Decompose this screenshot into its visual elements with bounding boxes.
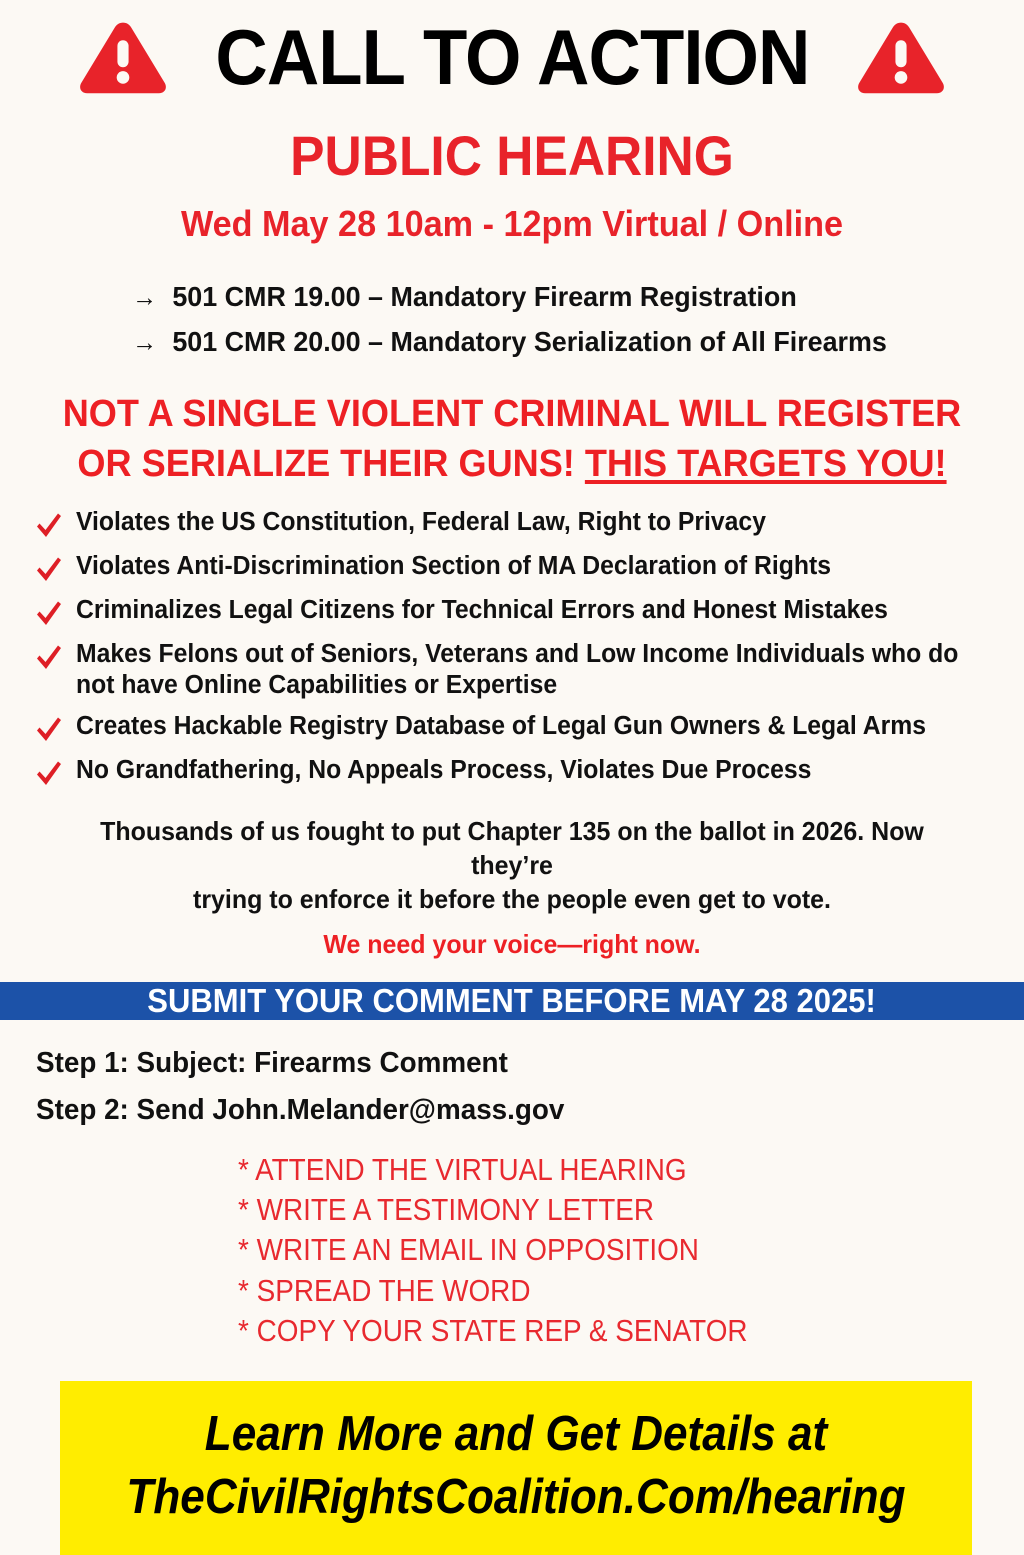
paragraph-line-1: Thousands of us fought to put Chapter 135 on the ballot in 2026. Now they’re xyxy=(100,816,924,881)
list-item-label: Violates the US Constitution, Federal Law, Right to Privacy xyxy=(76,508,766,537)
submit-deadline-label: SUBMIT YOUR COMMENT BEFORE MAY 28 2025! xyxy=(147,981,877,1019)
check-mark-icon xyxy=(34,759,64,789)
paragraph-block xyxy=(0,815,1024,960)
action-item: * WRITE A TESTIMONY LETTER xyxy=(238,1192,654,1228)
headline-block xyxy=(0,389,1024,489)
action-list xyxy=(0,1150,1024,1351)
headline-line-2-plain: OR SERIALIZE THEIR GUNS! xyxy=(77,442,585,485)
learn-more-url[interactable]: TheCivilRightsCoalition.Com/hearing xyxy=(126,1469,906,1524)
action-item: * SPREAD THE WORD xyxy=(238,1272,531,1308)
check-mark-icon xyxy=(34,599,64,629)
check-mark-icon xyxy=(34,715,64,745)
arrow-right-icon: → xyxy=(132,327,157,358)
warning-triangle-icon xyxy=(853,18,949,96)
list-item-label: Creates Hackable Registry Database of Legal Gun Owners & Legal Arms xyxy=(76,712,926,741)
list-item xyxy=(34,639,1006,701)
check-mark-icon xyxy=(34,511,64,541)
headline-line-2-underlined: THIS TARGETS YOU! xyxy=(584,442,947,485)
headline-line-2 xyxy=(26,439,999,489)
list-item-label: No Grandfathering, No Appeals Process, Violates Due Process xyxy=(76,756,812,785)
subtitle-public-hearing: PUBLIC HEARING xyxy=(290,124,734,187)
action-item: * ATTEND THE VIRTUAL HEARING xyxy=(238,1151,687,1187)
regulation-list xyxy=(0,274,1024,365)
regulation-item-label: 501 CMR 19.00 – Mandatory Firearm Registration xyxy=(172,281,797,312)
paragraph-line-2: trying to enforce it before the people even get to vote. xyxy=(193,883,831,914)
step-item: Step 1: Subject: Firearms Comment xyxy=(36,1046,508,1079)
arrow-right-icon: → xyxy=(132,282,157,312)
submit-deadline-banner xyxy=(0,982,1024,1020)
step-item: Step 2: Send John.Melander@mass.gov xyxy=(36,1093,565,1126)
learn-more-banner[interactable] xyxy=(60,1381,972,1554)
list-item xyxy=(34,507,1006,541)
headline-line-1: NOT A SINGLE VIOLENT CRIMINAL WILL REGISTER xyxy=(62,392,962,435)
list-item-label: Criminalizes Legal Citizens for Technical Errors and Honest Mistakes xyxy=(76,596,888,625)
hearing-datetime: Wed May 28 10am - 12pm Virtual / Online xyxy=(180,203,844,244)
list-item-label: Violates Anti-Discrimination Section of MA Declaration of Rights xyxy=(76,552,831,581)
learn-more-label: Learn More and Get Details at xyxy=(204,1407,828,1462)
regulation-item xyxy=(132,274,988,319)
check-mark-icon xyxy=(34,643,64,673)
list-item xyxy=(34,711,1006,745)
action-item: * WRITE AN EMAIL IN OPPOSITION xyxy=(238,1232,699,1268)
action-item: * COPY YOUR STATE REP & SENATOR xyxy=(238,1312,748,1348)
regulation-item-label: 501 CMR 20.00 – Mandatory Serialization of All Firearms xyxy=(172,326,887,358)
paragraph-call-to-action: We need your voice—right now. xyxy=(323,928,701,959)
list-item xyxy=(34,595,1006,629)
list-item xyxy=(34,551,1006,585)
header-row xyxy=(0,13,1024,101)
list-item-label: Makes Felons out of Seniors, Veterans and Low Income Individuals who do not have Online Capabilities or Expertise xyxy=(76,640,959,700)
page-title: CALL TO ACTION xyxy=(214,13,810,101)
list-item xyxy=(34,755,1006,789)
regulation-item xyxy=(132,319,988,364)
steps-list xyxy=(0,1040,1024,1134)
bullet-list xyxy=(0,507,1024,799)
warning-triangle-icon xyxy=(75,18,171,96)
check-mark-icon xyxy=(34,555,64,585)
